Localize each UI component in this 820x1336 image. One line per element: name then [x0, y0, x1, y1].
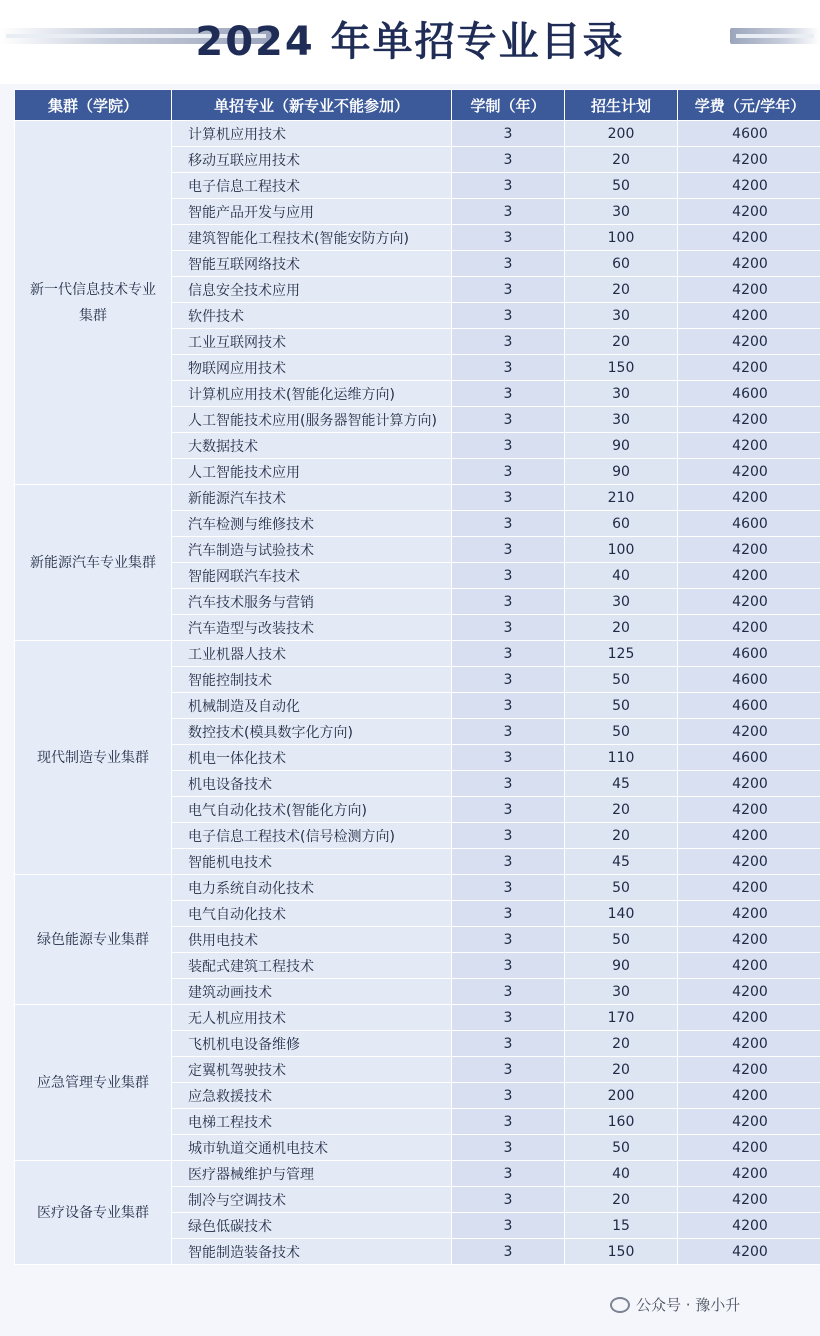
cluster-name: 医疗设备专业集群	[15, 1161, 172, 1265]
major-cell: 新能源汽车技术	[172, 485, 452, 511]
major-cell: 智能产品开发与应用	[172, 199, 452, 225]
major-cell: 工业互联网技术	[172, 329, 452, 355]
plan-cell: 20	[565, 797, 678, 823]
fee-cell: 4200	[678, 433, 820, 459]
years-cell: 3	[452, 173, 565, 199]
years-cell: 3	[452, 459, 565, 485]
plan-cell: 210	[565, 485, 678, 511]
years-cell: 3	[452, 1057, 565, 1083]
fee-cell: 4200	[678, 1239, 820, 1265]
years-cell: 3	[452, 277, 565, 303]
plan-cell: 30	[565, 589, 678, 615]
plan-cell: 110	[565, 745, 678, 771]
plan-cell: 170	[565, 1005, 678, 1031]
major-cell: 建筑智能化工程技术(智能安防方向)	[172, 225, 452, 251]
plan-cell: 20	[565, 329, 678, 355]
years-cell: 3	[452, 329, 565, 355]
plan-cell: 40	[565, 563, 678, 589]
fee-cell: 4600	[678, 121, 820, 147]
major-cell: 建筑动画技术	[172, 979, 452, 1005]
cluster-name: 新一代信息技术专业集群	[15, 121, 172, 485]
table-row	[15, 641, 820, 667]
years-cell: 3	[452, 199, 565, 225]
years-cell: 3	[452, 901, 565, 927]
plan-cell: 50	[565, 173, 678, 199]
plan-cell: 150	[565, 355, 678, 381]
cluster-name: 现代制造专业集群	[15, 641, 172, 875]
major-cell: 定翼机驾驶技术	[172, 1057, 452, 1083]
plan-cell: 50	[565, 1135, 678, 1161]
fee-cell: 4200	[678, 1187, 820, 1213]
major-cell: 移动互联应用技术	[172, 147, 452, 173]
major-cell: 计算机应用技术(智能化运维方向)	[172, 381, 452, 407]
plan-cell: 15	[565, 1213, 678, 1239]
years-cell: 3	[452, 1213, 565, 1239]
fee-cell: 4200	[678, 927, 820, 953]
plan-cell: 200	[565, 121, 678, 147]
major-cell: 机械制造及自动化	[172, 693, 452, 719]
plan-cell: 60	[565, 511, 678, 537]
table-row	[15, 485, 820, 511]
title-banner	[0, 0, 820, 84]
major-cell: 智能控制技术	[172, 667, 452, 693]
plan-cell: 40	[565, 1161, 678, 1187]
major-cell: 智能互联网络技术	[172, 251, 452, 277]
years-cell: 3	[452, 1135, 565, 1161]
years-cell: 3	[452, 1005, 565, 1031]
plan-cell: 100	[565, 537, 678, 563]
plan-cell: 30	[565, 979, 678, 1005]
years-cell: 3	[452, 225, 565, 251]
table-row	[15, 1005, 820, 1031]
major-cell: 电力系统自动化技术	[172, 875, 452, 901]
major-cell: 人工智能技术应用	[172, 459, 452, 485]
major-cell: 汽车制造与试验技术	[172, 537, 452, 563]
fee-cell: 4200	[678, 199, 820, 225]
plan-cell: 50	[565, 667, 678, 693]
page-title: 2024 年单招专业目录	[195, 19, 625, 65]
plan-cell: 50	[565, 875, 678, 901]
fee-cell: 4200	[678, 537, 820, 563]
fee-cell: 4200	[678, 1213, 820, 1239]
fee-cell: 4200	[678, 615, 820, 641]
major-cell: 机电一体化技术	[172, 745, 452, 771]
fee-cell: 4200	[678, 1005, 820, 1031]
years-cell: 3	[452, 589, 565, 615]
header-years: 学制（年）	[452, 90, 565, 121]
major-cell: 电子信息工程技术	[172, 173, 452, 199]
cluster-name: 新能源汽车专业集群	[15, 485, 172, 641]
fee-cell: 4200	[678, 329, 820, 355]
major-cell: 汽车技术服务与营销	[172, 589, 452, 615]
years-cell: 3	[452, 1109, 565, 1135]
years-cell: 3	[452, 1187, 565, 1213]
years-cell: 3	[452, 745, 565, 771]
fee-cell: 4200	[678, 1031, 820, 1057]
plan-cell: 90	[565, 953, 678, 979]
years-cell: 3	[452, 537, 565, 563]
wechat-icon	[610, 1297, 630, 1313]
fee-cell: 4200	[678, 875, 820, 901]
years-cell: 3	[452, 485, 565, 511]
table-row	[15, 1161, 820, 1187]
years-cell: 3	[452, 381, 565, 407]
major-cell: 无人机应用技术	[172, 1005, 452, 1031]
header-fee: 学费（元/学年）	[678, 90, 820, 121]
years-cell: 3	[452, 563, 565, 589]
years-cell: 3	[452, 797, 565, 823]
fee-cell: 4200	[678, 589, 820, 615]
fee-cell: 4200	[678, 147, 820, 173]
plan-cell: 50	[565, 927, 678, 953]
years-cell: 3	[452, 979, 565, 1005]
major-cell: 机电设备技术	[172, 771, 452, 797]
watermark-text: 公众号 · 豫小升	[636, 1296, 741, 1314]
years-cell: 3	[452, 719, 565, 745]
years-cell: 3	[452, 147, 565, 173]
years-cell: 3	[452, 303, 565, 329]
plan-cell: 160	[565, 1109, 678, 1135]
fee-cell: 4200	[678, 225, 820, 251]
years-cell: 3	[452, 1083, 565, 1109]
plan-cell: 100	[565, 225, 678, 251]
major-cell: 电子信息工程技术(信号检测方向)	[172, 823, 452, 849]
major-cell: 人工智能技术应用(服务器智能计算方向)	[172, 407, 452, 433]
plan-cell: 90	[565, 459, 678, 485]
major-cell: 装配式建筑工程技术	[172, 953, 452, 979]
plan-cell: 45	[565, 771, 678, 797]
years-cell: 3	[452, 953, 565, 979]
table-row	[15, 875, 820, 901]
fee-cell: 4200	[678, 771, 820, 797]
plan-cell: 30	[565, 199, 678, 225]
fee-cell: 4600	[678, 381, 820, 407]
years-cell: 3	[452, 1239, 565, 1265]
major-cell: 汽车检测与维修技术	[172, 511, 452, 537]
fee-cell: 4600	[678, 641, 820, 667]
plan-cell: 30	[565, 381, 678, 407]
years-cell: 3	[452, 251, 565, 277]
plan-cell: 20	[565, 615, 678, 641]
watermark	[610, 1294, 740, 1315]
fee-cell: 4200	[678, 953, 820, 979]
catalog-table	[14, 89, 820, 1265]
years-cell: 3	[452, 849, 565, 875]
major-cell: 数控技术(模具数字化方向)	[172, 719, 452, 745]
table-row	[15, 121, 820, 147]
fee-cell: 4200	[678, 823, 820, 849]
fee-cell: 4600	[678, 693, 820, 719]
title-decoration-right	[730, 28, 820, 44]
major-cell: 智能制造装备技术	[172, 1239, 452, 1265]
major-cell: 制冷与空调技术	[172, 1187, 452, 1213]
plan-cell: 45	[565, 849, 678, 875]
years-cell: 3	[452, 667, 565, 693]
major-cell: 应急救援技术	[172, 1083, 452, 1109]
plan-cell: 60	[565, 251, 678, 277]
fee-cell: 4200	[678, 485, 820, 511]
years-cell: 3	[452, 615, 565, 641]
fee-cell: 4200	[678, 173, 820, 199]
fee-cell: 4200	[678, 719, 820, 745]
fee-cell: 4200	[678, 459, 820, 485]
years-cell: 3	[452, 511, 565, 537]
cluster-name: 绿色能源专业集群	[15, 875, 172, 1005]
major-cell: 物联网应用技术	[172, 355, 452, 381]
plan-cell: 200	[565, 1083, 678, 1109]
major-cell: 计算机应用技术	[172, 121, 452, 147]
years-cell: 3	[452, 823, 565, 849]
plan-cell: 140	[565, 901, 678, 927]
fee-cell: 4200	[678, 1135, 820, 1161]
fee-cell: 4600	[678, 511, 820, 537]
major-cell: 智能网联汽车技术	[172, 563, 452, 589]
fee-cell: 4200	[678, 355, 820, 381]
fee-cell: 4200	[678, 1083, 820, 1109]
plan-cell: 30	[565, 303, 678, 329]
table-body	[15, 121, 820, 1265]
major-cell: 电气自动化技术(智能化方向)	[172, 797, 452, 823]
header-cluster: 集群（学院）	[15, 90, 172, 121]
fee-cell: 4200	[678, 1161, 820, 1187]
major-cell: 电梯工程技术	[172, 1109, 452, 1135]
years-cell: 3	[452, 1161, 565, 1187]
header-plan: 招生计划	[565, 90, 678, 121]
major-cell: 大数据技术	[172, 433, 452, 459]
major-cell: 飞机机电设备维修	[172, 1031, 452, 1057]
major-cell: 供用电技术	[172, 927, 452, 953]
fee-cell: 4600	[678, 667, 820, 693]
plan-cell: 125	[565, 641, 678, 667]
fee-cell: 4200	[678, 277, 820, 303]
major-cell: 电气自动化技术	[172, 901, 452, 927]
fee-cell: 4200	[678, 407, 820, 433]
fee-cell: 4200	[678, 563, 820, 589]
plan-cell: 20	[565, 277, 678, 303]
years-cell: 3	[452, 355, 565, 381]
fee-cell: 4200	[678, 797, 820, 823]
major-cell: 城市轨道交通机电技术	[172, 1135, 452, 1161]
plan-cell: 20	[565, 1031, 678, 1057]
plan-cell: 20	[565, 823, 678, 849]
years-cell: 3	[452, 433, 565, 459]
years-cell: 3	[452, 407, 565, 433]
plan-cell: 30	[565, 407, 678, 433]
header-major: 单招专业（新专业不能参加）	[172, 90, 452, 121]
plan-cell: 20	[565, 1057, 678, 1083]
fee-cell: 4200	[678, 1057, 820, 1083]
fee-cell: 4200	[678, 979, 820, 1005]
plan-cell: 20	[565, 147, 678, 173]
plan-cell: 20	[565, 1187, 678, 1213]
years-cell: 3	[452, 641, 565, 667]
fee-cell: 4200	[678, 849, 820, 875]
plan-cell: 150	[565, 1239, 678, 1265]
fee-cell: 4200	[678, 251, 820, 277]
major-cell: 工业机器人技术	[172, 641, 452, 667]
major-cell: 绿色低碳技术	[172, 1213, 452, 1239]
major-cell: 医疗器械维护与管理	[172, 1161, 452, 1187]
years-cell: 3	[452, 875, 565, 901]
major-cell: 汽车造型与改装技术	[172, 615, 452, 641]
fee-cell: 4200	[678, 303, 820, 329]
years-cell: 3	[452, 121, 565, 147]
fee-cell: 4200	[678, 1109, 820, 1135]
major-cell: 信息安全技术应用	[172, 277, 452, 303]
fee-cell: 4200	[678, 901, 820, 927]
plan-cell: 50	[565, 719, 678, 745]
years-cell: 3	[452, 927, 565, 953]
major-cell: 软件技术	[172, 303, 452, 329]
major-cell: 智能机电技术	[172, 849, 452, 875]
cluster-name: 应急管理专业集群	[15, 1005, 172, 1161]
years-cell: 3	[452, 1031, 565, 1057]
years-cell: 3	[452, 771, 565, 797]
plan-cell: 90	[565, 433, 678, 459]
fee-cell: 4600	[678, 745, 820, 771]
years-cell: 3	[452, 693, 565, 719]
table-header-row	[15, 90, 820, 121]
plan-cell: 50	[565, 693, 678, 719]
